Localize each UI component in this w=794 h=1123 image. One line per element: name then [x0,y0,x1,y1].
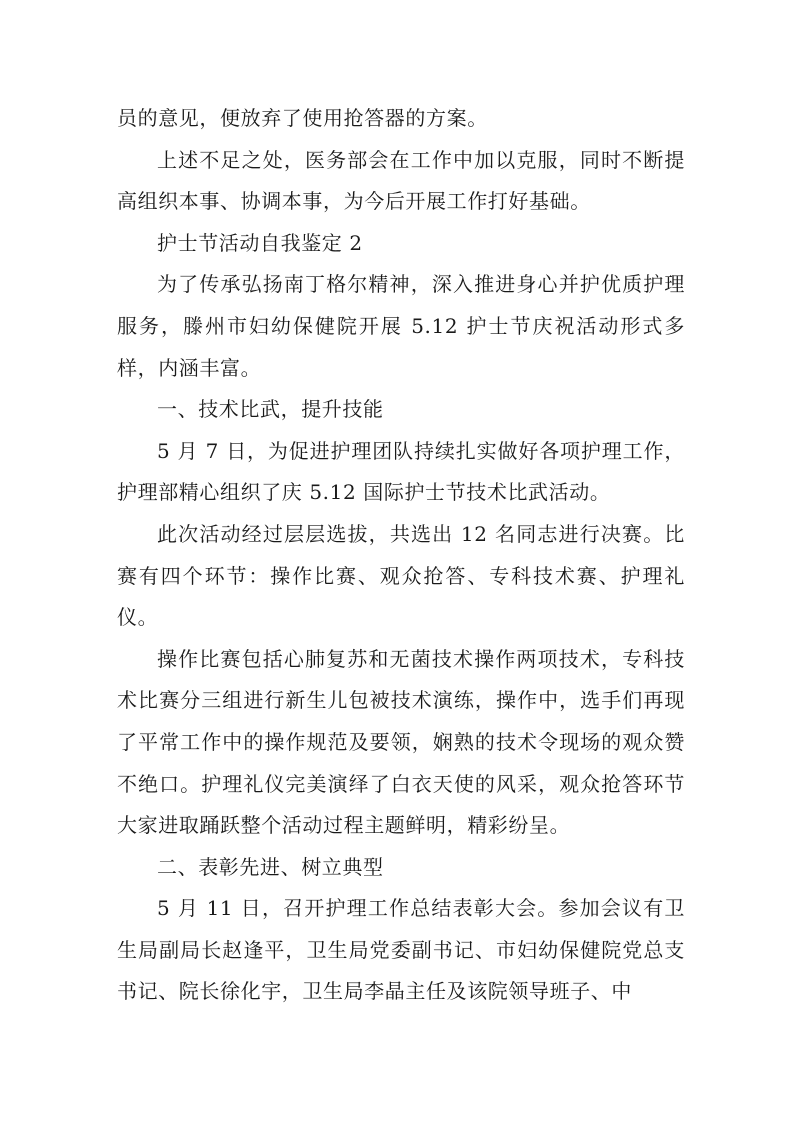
paragraph-selection: 此次活动经过层层选拔，共选出 12 名同志进行决赛。比赛有四个环节：操作比赛、观众抢答、专科技术赛、护理礼仪。 [117,521,685,630]
paragraph-summary: 上述不足之处，医务部会在工作中加以克服，同时不断提高组织本事、协调本事，为今后开展工作打好基础。 [117,147,685,214]
paragraph-competition-details: 操作比赛包括心肺复苏和无菌技术操作两项技术，专科技术比赛分三组进行新生儿包被技术演练，操作中，选手们再现了平常工作中的操作规范及要领，娴熟的技术令现场的观众赞不绝口。护理礼仪完美演绎了白衣天使的风采，观众抢答环节大家进取踊跃整个活动过程主题鲜明，精彩纷呈。 [117,646,685,838]
paragraph-continuation: 员的意见，便放弃了使用抢答器的方案。 [117,106,488,130]
paragraph-intro: 为了传承弘扬南丁格尔精神，深入推进身心并护优质护理服务，滕州市妇幼保健院开展 5.12 护士节庆祝活动形式多样，内涵丰富。 [117,272,685,380]
section-title: 护士节活动自我鉴定 2 [157,230,363,255]
paragraph-may-7: 5 月 7 日，为促进护理团队持续扎实做好各项护理工作，护理部精心组织了庆 5.12 国际护士节技术比武活动。 [117,438,685,505]
document-body [117,98,685,1013]
heading-commendation: 二、表彰先进、树立典型 [157,854,384,879]
heading-technical-competition: 一、技术比武，提升技能 [157,397,384,422]
paragraph-may-11: 5 月 11 日，召开护理工作总结表彰大会。参加会议有卫生局副局长赵逢平，卫生局党委副书记、市妇幼保健院党总支书记、院长徐化宇，卫生局李晶主任及该院领导班子、中 [117,896,685,1004]
